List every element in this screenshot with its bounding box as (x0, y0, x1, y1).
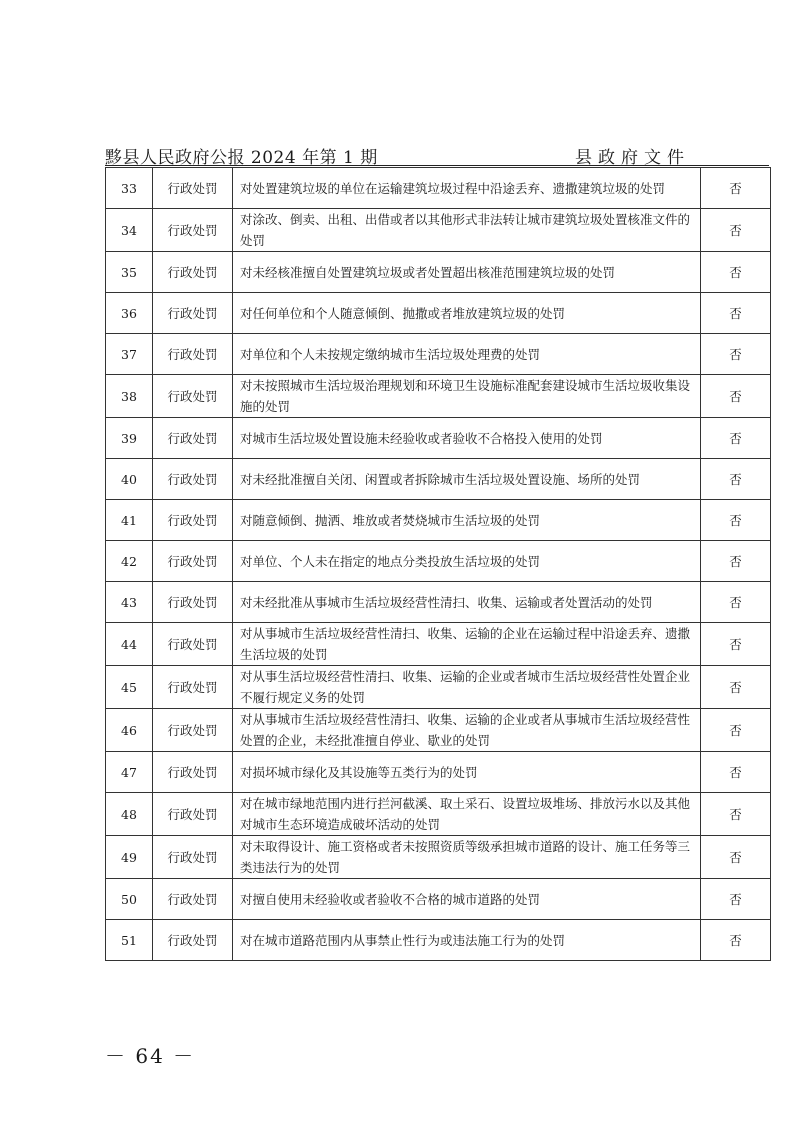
row-flag: 否 (701, 709, 771, 752)
row-type: 行政处罚 (153, 168, 233, 209)
row-type: 行政处罚 (153, 500, 233, 541)
row-number: 41 (106, 500, 153, 541)
row-type: 行政处罚 (153, 209, 233, 252)
row-flag: 否 (701, 582, 771, 623)
row-flag: 否 (701, 252, 771, 293)
row-number: 47 (106, 752, 153, 793)
row-number: 37 (106, 334, 153, 375)
row-number: 33 (106, 168, 153, 209)
penalty-table (105, 167, 771, 961)
row-type: 行政处罚 (153, 920, 233, 961)
table-row (106, 752, 771, 793)
row-type: 行政处罚 (153, 666, 233, 709)
row-number: 39 (106, 418, 153, 459)
section-title: 县政府文件 (575, 148, 690, 168)
row-type: 行政处罚 (153, 623, 233, 666)
row-type: 行政处罚 (153, 418, 233, 459)
row-flag: 否 (701, 334, 771, 375)
row-flag: 否 (701, 459, 771, 500)
table-row (106, 836, 771, 879)
row-number: 46 (106, 709, 153, 752)
row-type: 行政处罚 (153, 541, 233, 582)
row-type: 行政处罚 (153, 836, 233, 879)
row-flag: 否 (701, 541, 771, 582)
row-number: 50 (106, 879, 153, 920)
row-type: 行政处罚 (153, 459, 233, 500)
table-row (106, 500, 771, 541)
row-description: 对单位和个人未按规定缴纳城市生活垃圾处理费的处罚 (233, 334, 701, 375)
row-description: 对未经核准擅自处置建筑垃圾或者处置超出核准范围建筑垃圾的处罚 (233, 252, 701, 293)
row-number: 44 (106, 623, 153, 666)
table-row (106, 209, 771, 252)
row-number: 49 (106, 836, 153, 879)
row-description: 对随意倾倒、抛洒、堆放或者焚烧城市生活垃圾的处罚 (233, 500, 701, 541)
table-row (106, 168, 771, 209)
row-description: 对涂改、倒卖、出租、出借或者以其他形式非法转让城市建筑垃圾处置核准文件的处罚 (233, 209, 701, 252)
page-number: － 64 － (105, 1044, 196, 1068)
table-row (106, 879, 771, 920)
row-description: 对从事生活垃圾经营性清扫、收集、运输的企业或者城市生活垃圾经营性处置企业不履行规定义务的处罚 (233, 666, 701, 709)
row-type: 行政处罚 (153, 293, 233, 334)
row-flag: 否 (701, 920, 771, 961)
row-flag: 否 (701, 666, 771, 709)
row-flag: 否 (701, 623, 771, 666)
header-rule (105, 165, 769, 166)
table-row (106, 709, 771, 752)
row-description: 对未按照城市生活垃圾治理规划和环境卫生设施标准配套建设城市生活垃圾收集设施的处罚 (233, 375, 701, 418)
row-description: 对擅自使用未经验收或者验收不合格的城市道路的处罚 (233, 879, 701, 920)
table-row (106, 293, 771, 334)
table-row (106, 418, 771, 459)
row-flag: 否 (701, 293, 771, 334)
row-flag: 否 (701, 418, 771, 459)
row-number: 42 (106, 541, 153, 582)
row-description: 对处置建筑垃圾的单位在运输建筑垃圾过程中沿途丢弃、遗撒建筑垃圾的处罚 (233, 168, 701, 209)
row-number: 43 (106, 582, 153, 623)
row-description: 对损坏城市绿化及其设施等五类行为的处罚 (233, 752, 701, 793)
row-type: 行政处罚 (153, 334, 233, 375)
row-number: 51 (106, 920, 153, 961)
row-flag: 否 (701, 500, 771, 541)
row-description: 对未经批准擅自关闭、闲置或者拆除城市生活垃圾处置设施、场所的处罚 (233, 459, 701, 500)
publication-title: 黟县人民政府公报 2024 年第 1 期 (105, 148, 378, 168)
table-row (106, 793, 771, 836)
row-description: 对在城市绿地范围内进行拦河截溪、取土采石、设置垃圾堆场、排放污水以及其他对城市生态环境造成破坏活动的处罚 (233, 793, 701, 836)
row-number: 34 (106, 209, 153, 252)
row-description: 对从事城市生活垃圾经营性清扫、收集、运输的企业或者从事城市生活垃圾经营性处置的企业，未经批准擅自停业、歇业的处罚 (233, 709, 701, 752)
table-row (106, 541, 771, 582)
row-type: 行政处罚 (153, 709, 233, 752)
row-description: 对未经批准从事城市生活垃圾经营性清扫、收集、运输或者处置活动的处罚 (233, 582, 701, 623)
table-row (106, 666, 771, 709)
row-description: 对城市生活垃圾处置设施未经验收或者验收不合格投入使用的处罚 (233, 418, 701, 459)
table-row (106, 252, 771, 293)
row-type: 行政处罚 (153, 582, 233, 623)
row-description: 对在城市道路范围内从事禁止性行为或违法施工行为的处罚 (233, 920, 701, 961)
table-row (106, 582, 771, 623)
row-number: 35 (106, 252, 153, 293)
table-row (106, 920, 771, 961)
row-flag: 否 (701, 793, 771, 836)
row-number: 45 (106, 666, 153, 709)
row-number: 48 (106, 793, 153, 836)
row-number: 36 (106, 293, 153, 334)
table-row (106, 334, 771, 375)
row-description: 对未取得设计、施工资格或者未按照资质等级承担城市道路的设计、施工任务等三类违法行为的处罚 (233, 836, 701, 879)
row-flag: 否 (701, 879, 771, 920)
row-description: 对从事城市生活垃圾经营性清扫、收集、运输的企业在运输过程中沿途丢弃、遗撒生活垃圾的处罚 (233, 623, 701, 666)
row-number: 38 (106, 375, 153, 418)
row-flag: 否 (701, 836, 771, 879)
row-type: 行政处罚 (153, 252, 233, 293)
row-description: 对单位、个人未在指定的地点分类投放生活垃圾的处罚 (233, 541, 701, 582)
row-type: 行政处罚 (153, 752, 233, 793)
table-row (106, 459, 771, 500)
page-header (105, 141, 690, 168)
row-flag: 否 (701, 168, 771, 209)
row-flag: 否 (701, 209, 771, 252)
row-description: 对任何单位和个人随意倾倒、抛撒或者堆放建筑垃圾的处罚 (233, 293, 701, 334)
table-body (106, 168, 771, 961)
row-type: 行政处罚 (153, 879, 233, 920)
row-type: 行政处罚 (153, 793, 233, 836)
table-row (106, 375, 771, 418)
row-flag: 否 (701, 752, 771, 793)
row-type: 行政处罚 (153, 375, 233, 418)
row-flag: 否 (701, 375, 771, 418)
row-number: 40 (106, 459, 153, 500)
table-row (106, 623, 771, 666)
